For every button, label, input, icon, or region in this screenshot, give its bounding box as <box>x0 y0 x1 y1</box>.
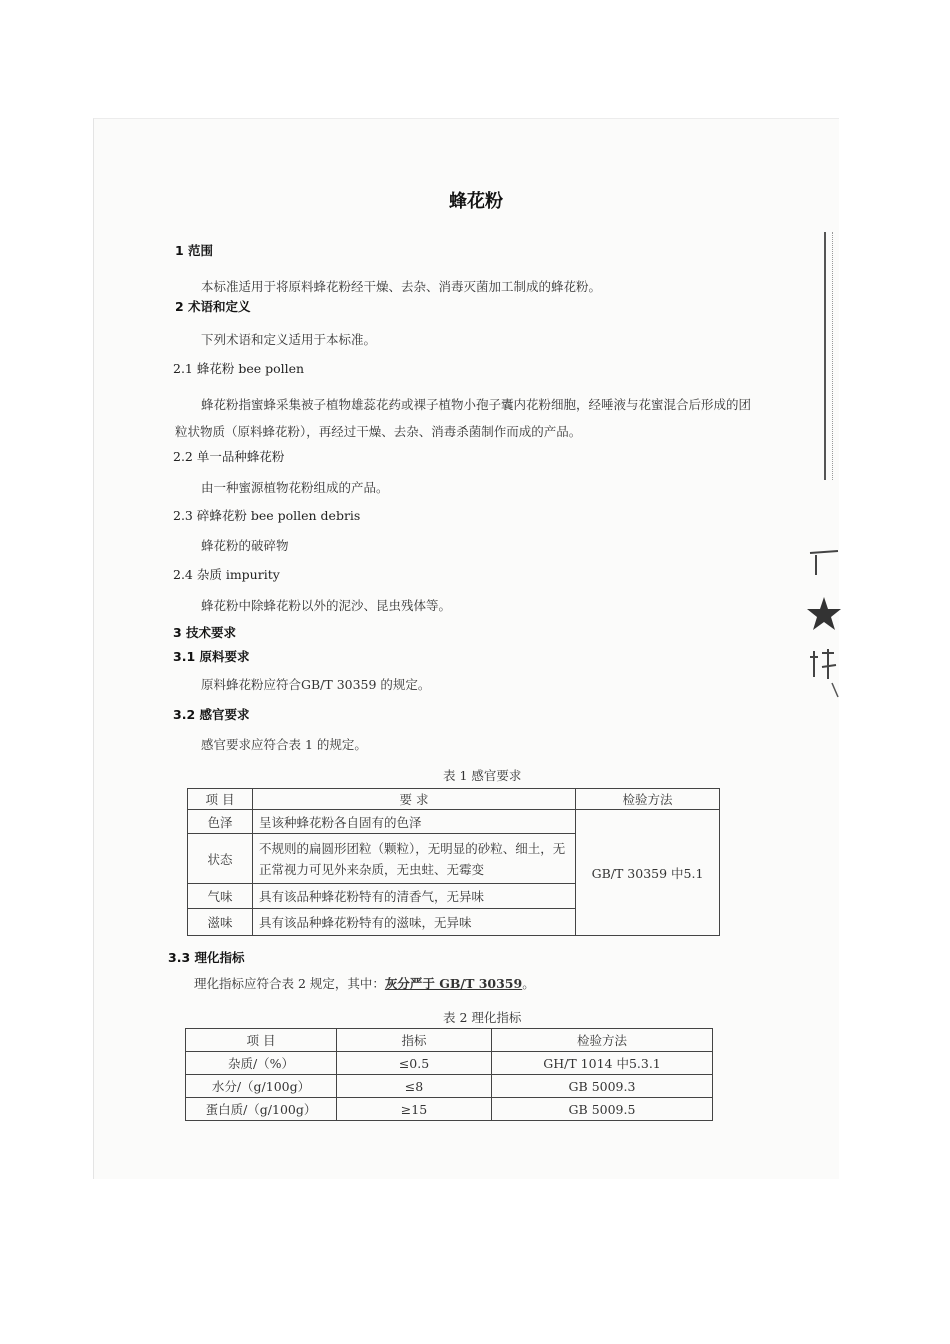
table-cell-requirement <box>253 834 576 884</box>
requirement-line: 不规则的扁圆形团粒（颗粒），无明显的砂粒、细土，无 <box>259 840 566 856</box>
table-1-caption: 表 1 感官要求 <box>443 768 522 783</box>
section-3-3-heading: 3.3 理化指标 <box>168 950 245 965</box>
table-row <box>186 1052 713 1075</box>
table-cell-value: ≤0.5 <box>337 1052 492 1075</box>
table-row <box>188 810 720 834</box>
requirement-line: 正常视力可见外来杂质，无虫蛀、无霉变 <box>259 861 485 877</box>
emphasis-text: 灰分严于 GB/T 30359 <box>384 976 523 991</box>
section-2-3-text: 蜂花粉的破碎物 <box>201 538 289 553</box>
section-2-4-text: 蜂花粉中除蜂花粉以外的泥沙、昆虫残体等。 <box>201 598 452 613</box>
section-3-1-heading: 3.1 原料要求 <box>173 649 250 664</box>
table-cell-requirement: 具有该品种蜂花粉特有的清香气，无异味 <box>253 884 576 909</box>
table-cell-value: ≤8 <box>337 1075 492 1098</box>
table-cell-item: 水分/（g/100g） <box>186 1075 337 1098</box>
table-cell-item: 杂质/（%） <box>186 1052 337 1075</box>
section-1-text: 本标准适用于将原料蜂花粉经干燥、去杂、消毒灭菌加工制成的蜂花粉。 <box>201 279 602 294</box>
table-header: 项 目 <box>188 789 253 810</box>
table-cell-item: 滋味 <box>188 909 253 936</box>
table-cell-requirement: 具有该品种蜂花粉特有的滋味，无异味 <box>253 909 576 936</box>
table-header: 检验方法 <box>576 789 720 810</box>
table-cell-method: GB/T 30359 中5.1 <box>576 810 720 936</box>
section-2-2-text: 由一种蜜源植物花粉组成的产品。 <box>201 480 389 495</box>
section-3-1-text: 原料蜂花粉应符合GB/T 30359 的规定。 <box>201 677 431 692</box>
table-2-caption: 表 2 理化指标 <box>443 1010 522 1025</box>
table-cell-item: 气味 <box>188 884 253 909</box>
section-2-text: 下列术语和定义适用于本标准。 <box>201 332 377 347</box>
sensory-table <box>187 788 720 936</box>
section-2-1-line2: 粒状物质（原料蜂花粉），再经过干燥、去杂、消毒杀菌制作而成的产品。 <box>175 424 582 439</box>
section-2-4-heading: 2.4 杂质 impurity <box>173 567 280 582</box>
section-3-3-text <box>194 974 535 992</box>
section-2-3-heading: 2.3 碎蜂花粉 bee pollen debris <box>173 508 361 523</box>
table-cell-method: GB 5009.5 <box>492 1098 713 1121</box>
section-3-heading: 3 技术要求 <box>173 625 237 640</box>
table-cell-requirement: 呈该种蜂花粉各自固有的色泽 <box>253 810 576 834</box>
section-2-2-heading: 2.2 单一品种蜂花粉 <box>173 449 285 464</box>
section-3-2-text: 感官要求应符合表 1 的规定。 <box>201 737 367 752</box>
table-cell-method: GH/T 1014 中5.3.1 <box>492 1052 713 1075</box>
section-1-heading: 1 范围 <box>175 243 214 258</box>
document-title: 蜂花粉 <box>449 191 503 212</box>
table-header: 要 求 <box>253 789 576 810</box>
seal-fragment-icon <box>804 545 844 705</box>
text-suffix: 。 <box>522 976 535 991</box>
section-3-2-heading: 3.2 感官要求 <box>173 707 250 722</box>
table-cell-value: ≥15 <box>337 1098 492 1121</box>
section-2-1-line1: 蜂花粉指蜜蜂采集被子植物雄蕊花药或裸子植物小孢子囊内花粉细胞，经唾液与花蜜混合后形成的团 <box>201 397 752 412</box>
table-cell-item: 色泽 <box>188 810 253 834</box>
table-cell-method: GB 5009.3 <box>492 1075 713 1098</box>
binding-edge-mark <box>824 232 833 480</box>
table-row <box>186 1075 713 1098</box>
table-cell-item: 状态 <box>188 834 253 884</box>
table-header: 项 目 <box>186 1029 337 1052</box>
physicochemical-table <box>185 1028 713 1121</box>
table-row <box>186 1098 713 1121</box>
table-cell-item: 蛋白质/（g/100g） <box>186 1098 337 1121</box>
text-prefix: 理化指标应符合表 2 规定，其中： <box>194 976 385 991</box>
section-2-heading: 2 术语和定义 <box>175 299 251 314</box>
table-header: 指标 <box>337 1029 492 1052</box>
table-header: 检验方法 <box>492 1029 713 1052</box>
section-2-1-heading: 2.1 蜂花粉 bee pollen <box>173 361 305 376</box>
